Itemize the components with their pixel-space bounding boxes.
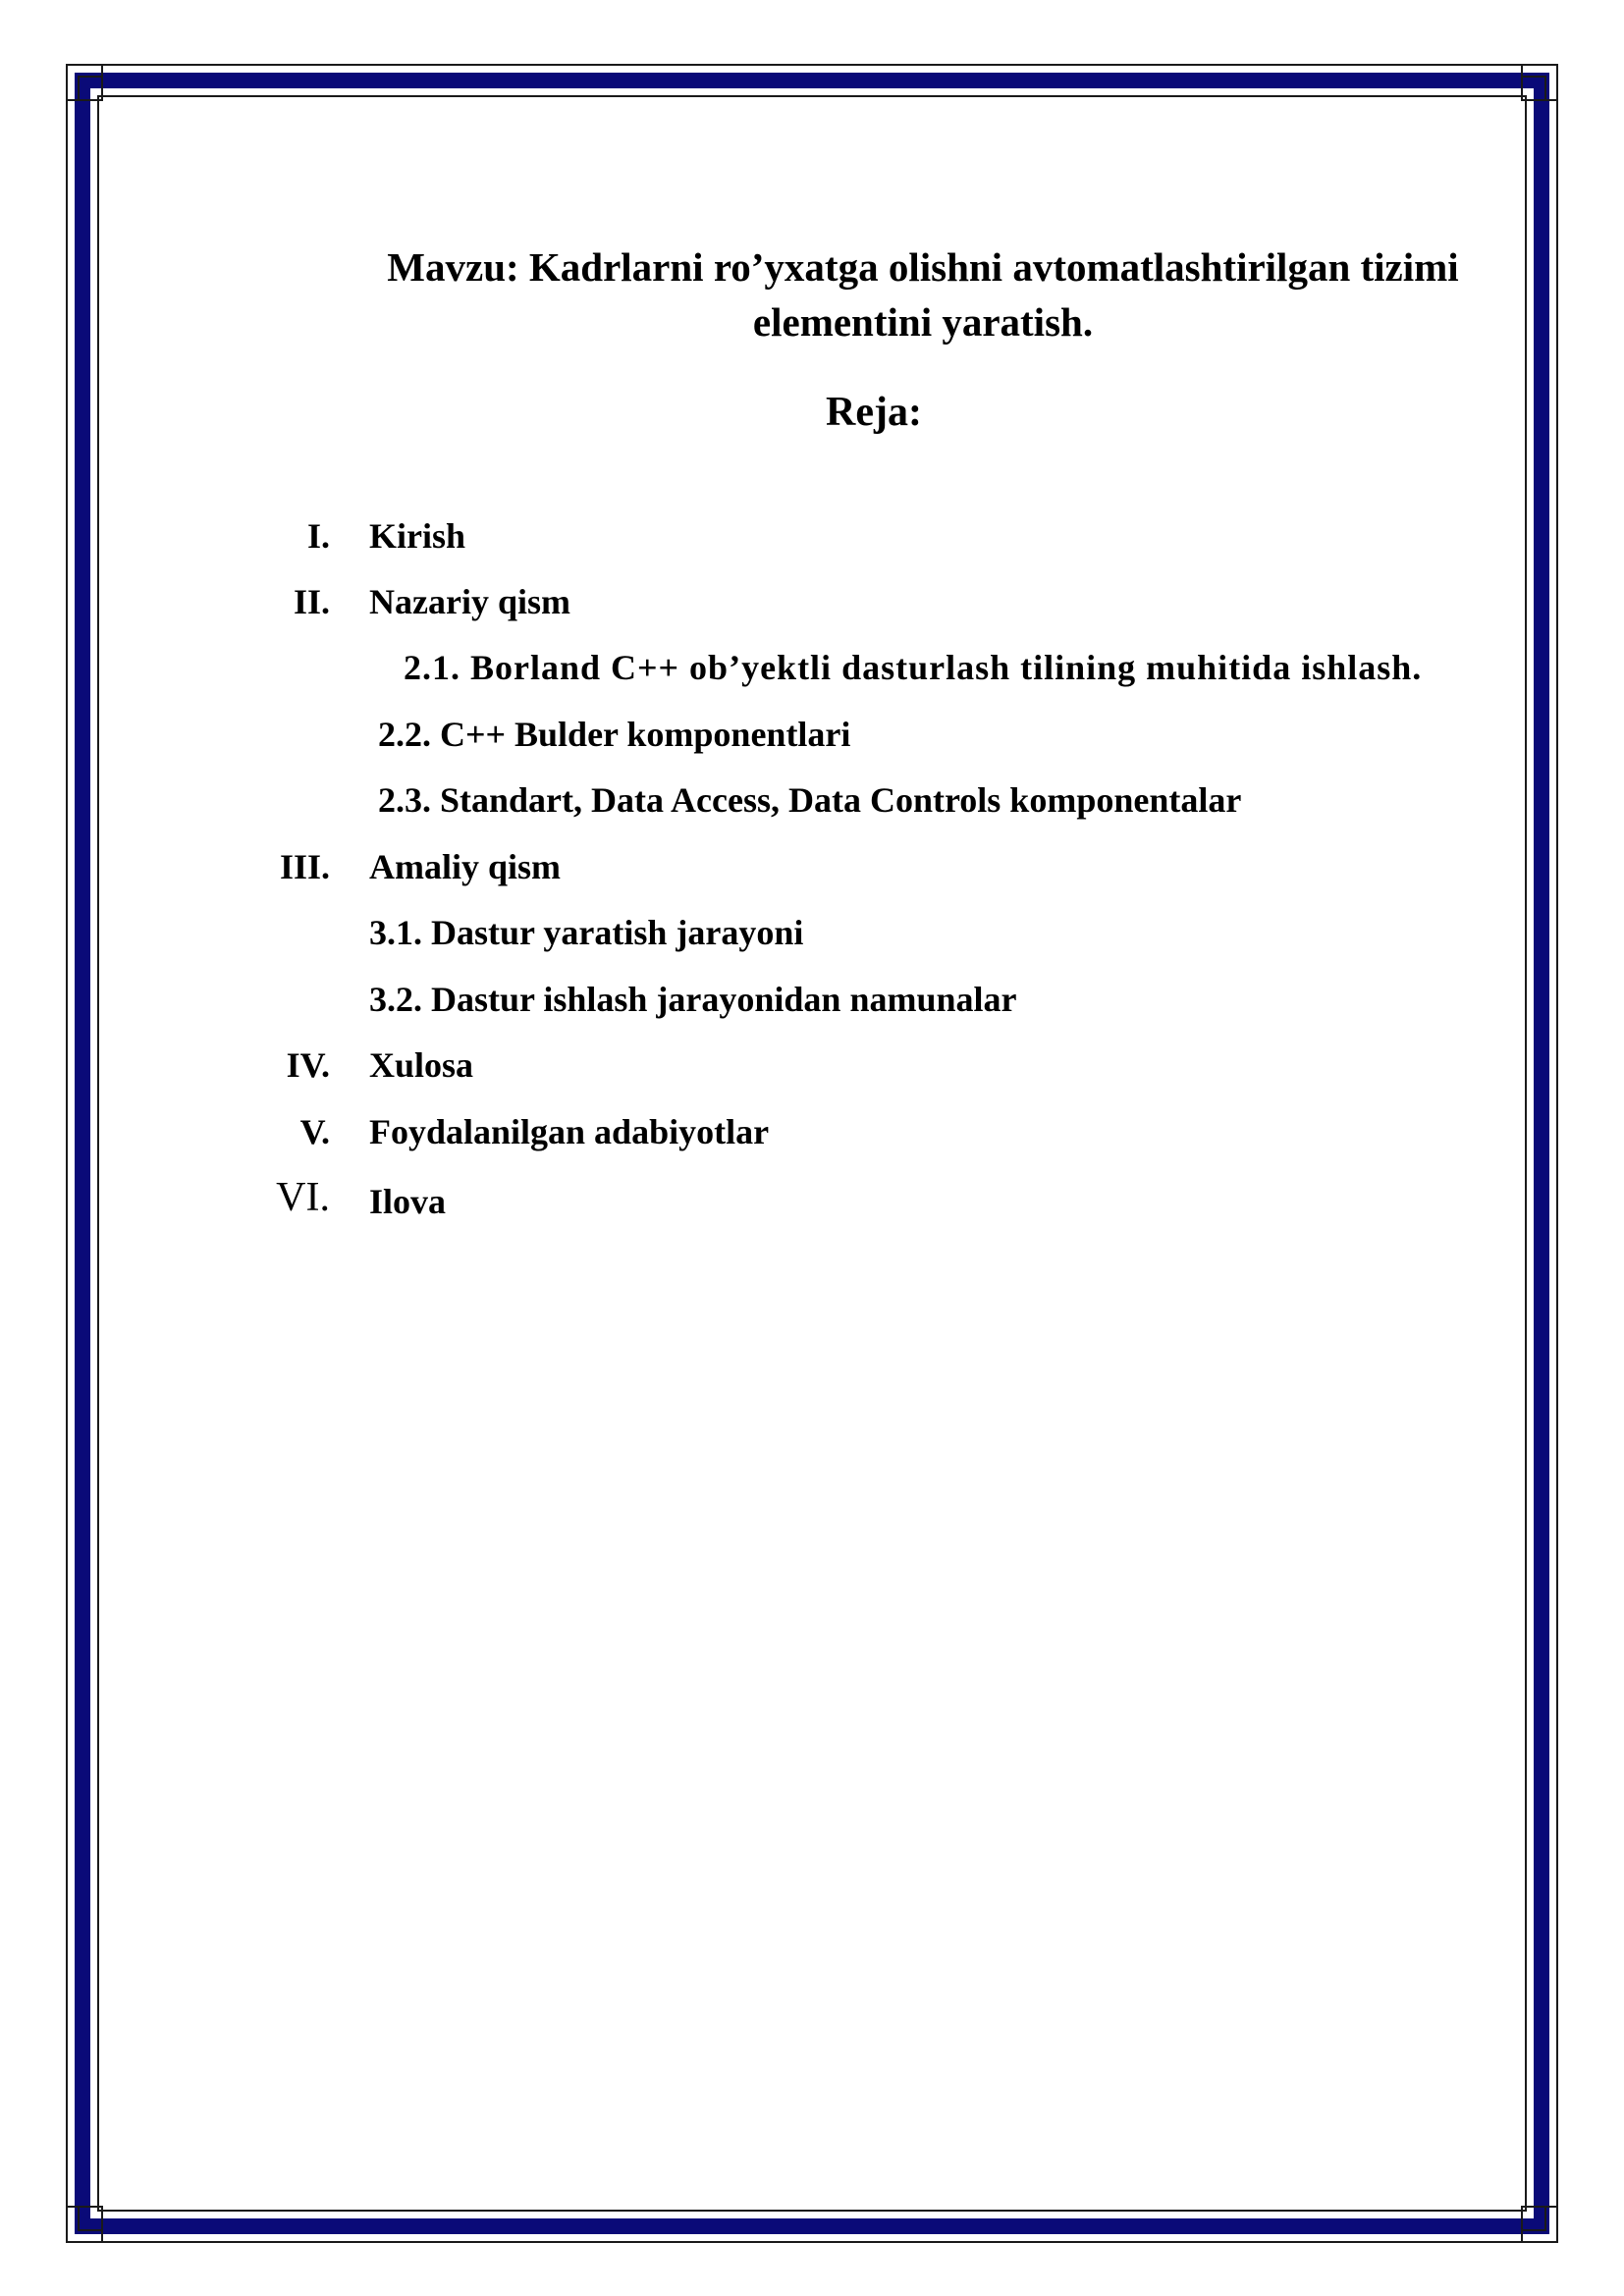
plan-item-label: Amaliy qism — [369, 847, 562, 886]
plan-item-label: Nazariy qism — [369, 582, 570, 621]
plan-item-number: VI. — [276, 1175, 330, 1220]
plan-subitem: 2.1. Borland C++ ob’yektli dasturlash tilining muhitida ishlash. — [404, 648, 1423, 687]
plan-subitem: 3.2. Dastur ishlash jarayonidan namunalar — [369, 980, 1017, 1019]
plan-item-number: IV. — [286, 1045, 330, 1085]
plan-heading: Reja: — [826, 390, 922, 435]
plan-subitem: 2.3. Standart, Data Access, Data Controls komponentalar — [378, 780, 1242, 820]
document-title — [324, 240, 1522, 349]
plan-subitem: 2.2. C++ Bulder komponentlari — [378, 715, 851, 754]
plan-item-number: I. — [306, 516, 330, 556]
plan-subitem: 3.1. Dastur yaratish jarayoni — [369, 913, 804, 952]
plan-item-label: Foydalanilgan adabiyotlar — [369, 1112, 770, 1151]
plan-item-number: V. — [299, 1112, 330, 1151]
title-line-1: Mavzu: Kadrlarni ro’yxatga olishni avtomatlashtirilgan tizimi — [387, 244, 1459, 290]
plan-item-label: Xulosa — [369, 1045, 474, 1085]
plan-item-label: Ilova — [369, 1182, 447, 1221]
title-line-2: elementini yaratish. — [752, 299, 1094, 345]
plan-item-number: III. — [279, 847, 330, 886]
plan-item-number: II. — [293, 582, 330, 621]
plan-item-label: Kirish — [369, 516, 466, 556]
